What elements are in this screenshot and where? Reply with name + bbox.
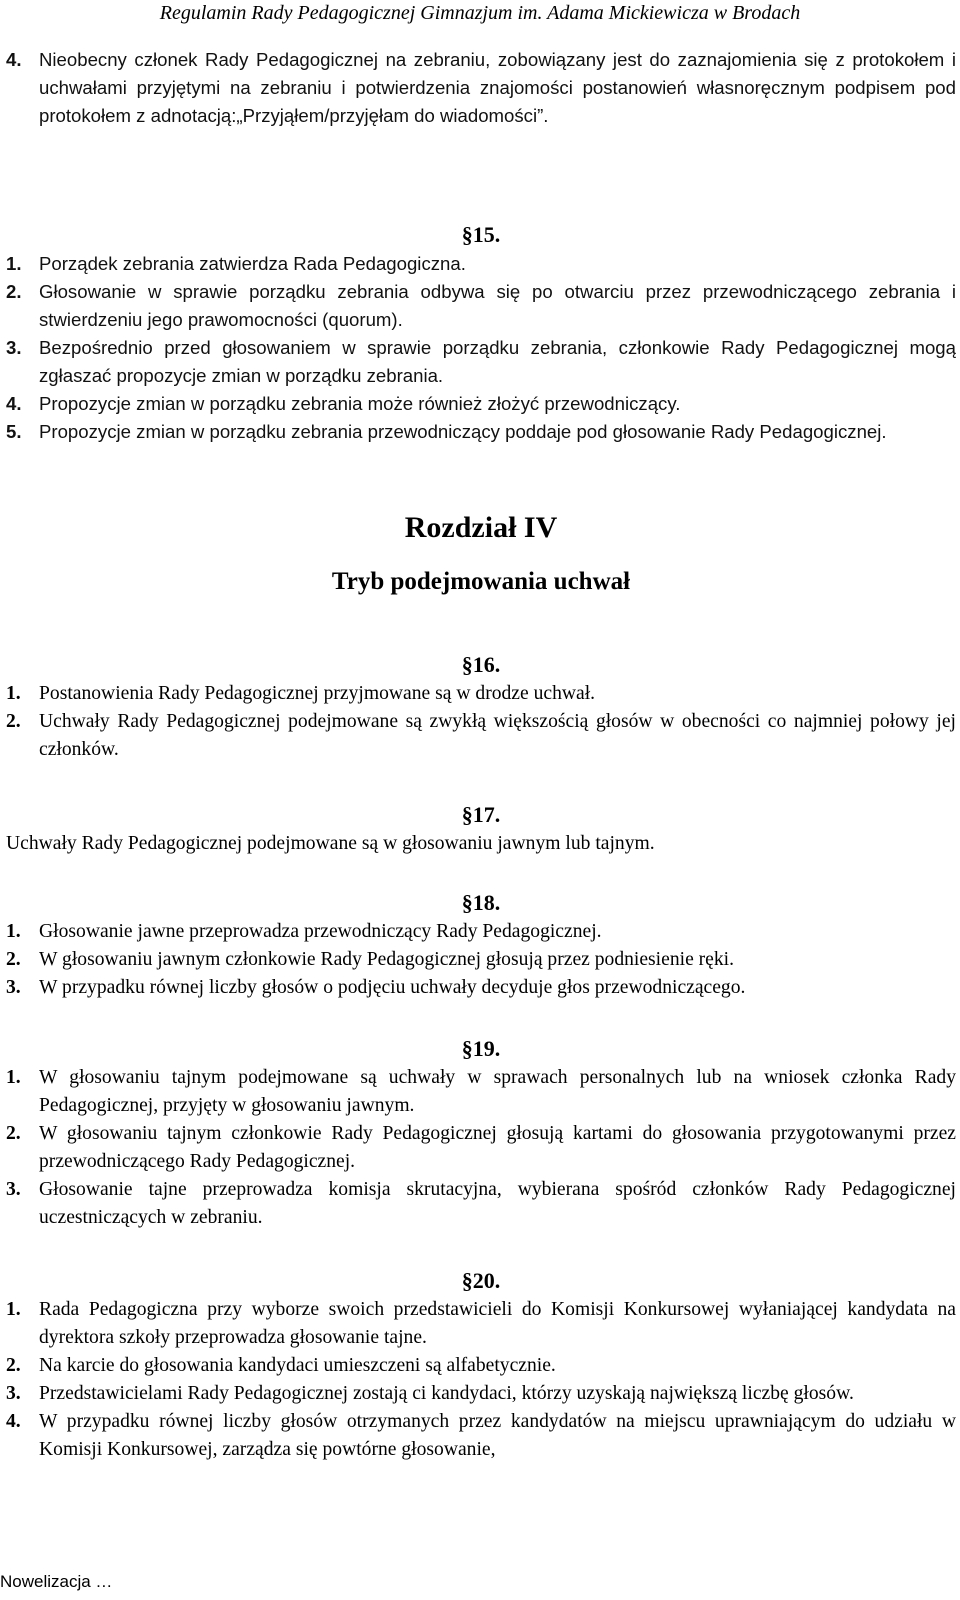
- section-15: [6, 220, 956, 446]
- item-text: Propozycje zmian w porządku zebrania przewodniczący poddaje pod głosowanie Rady Pedagogicznej.: [39, 421, 887, 442]
- section-text: Uchwały Rady Pedagogicznej podejmowane są w głosowaniu jawnym lub tajnym.: [6, 833, 655, 854]
- item-text: W głosowaniu tajnym podejmowane są uchwały w sprawach personalnych lub na wniosek członka Rady Pedagogicznej, przyjęty w głosowaniu jawnym.: [39, 1067, 956, 1116]
- item-text: Uchwały Rady Pedagogicznej podejmowane są zwykłą większością głosów w obecności co najmniej połowy jej członków.: [39, 711, 956, 760]
- list-item: [6, 250, 956, 278]
- section-18: [6, 888, 956, 1002]
- list-item: [6, 946, 956, 974]
- item-number: 2.: [6, 949, 21, 970]
- item-text: Postanowienia Rady Pedagogicznej przyjmowane są w drodze uchwał.: [39, 683, 596, 704]
- item-number: 5.: [6, 421, 22, 442]
- item-text: Rada Pedagogiczna przy wyborze swoich przedstawicieli do Komisji Konkursowej wyłaniającej kandydata na dyrektora szkoły przeprowadza głosowanie tajne.: [39, 1299, 956, 1348]
- section-19: [6, 1034, 956, 1232]
- chapter-subtitle: Tryb podejmowania uchwał: [331, 568, 631, 595]
- item-number: 1.: [6, 1067, 21, 1088]
- item-text: Przedstawicielami Rady Pedagogicznej zostają ci kandydaci, którzy uzyskają największą liczbę głosów.: [39, 1383, 854, 1404]
- chapter-title: Rozdział IV: [404, 511, 558, 544]
- item-number: 1.: [6, 921, 21, 942]
- section-title: §18.: [461, 890, 501, 915]
- list-item: [6, 974, 956, 1002]
- item-number: 2.: [6, 1355, 21, 1376]
- item-number: 2.: [6, 1123, 21, 1144]
- chapter-heading: [6, 510, 956, 598]
- intro-paragraph-block: [6, 46, 956, 130]
- item-number: 4.: [6, 49, 22, 70]
- list-item: [6, 1296, 956, 1352]
- item-text: W przypadku równej liczby głosów o podjęciu uchwały decyduje głos przewodniczącego.: [39, 977, 746, 998]
- section-title: §17.: [461, 802, 501, 827]
- item-text: Głosowanie jawne przeprowadza przewodniczący Rady Pedagogicznej.: [39, 921, 602, 942]
- section-17: [6, 800, 956, 858]
- list-item: [6, 708, 956, 764]
- list-item: [6, 918, 956, 946]
- item-number: 2.: [6, 281, 22, 302]
- section-20: [6, 1266, 956, 1464]
- item-number: 1.: [6, 253, 22, 274]
- list-item: [6, 1380, 956, 1408]
- item-number: 1.: [6, 1299, 21, 1320]
- item-text: Propozycje zmian w porządku zebrania może również złożyć przewodniczący.: [39, 393, 681, 414]
- item-number: 2.: [6, 711, 21, 732]
- section-title: §15.: [461, 222, 501, 247]
- item-text: Głosowanie w sprawie porządku zebrania odbywa się po otwarciu przez przewodniczącego zebrania i stwierdzeniu jego prawomocności (quorum).: [39, 281, 956, 330]
- list-item: [6, 418, 956, 446]
- section-16: [6, 650, 956, 764]
- item-text: W głosowaniu jawnym członkowie Rady Pedagogicznej głosują przez podniesienie ręki.: [39, 949, 735, 970]
- list-item: [6, 680, 956, 708]
- item-number: 3.: [6, 977, 21, 998]
- list-item: [6, 1120, 956, 1176]
- item-number: 3.: [6, 337, 22, 358]
- page-footer: Nowelizacja …: [0, 1572, 113, 1591]
- list-item: [6, 390, 956, 418]
- page-header: Regulamin Rady Pedagogicznej Gimnazjum im. Adama Mickiewicza w Brodach: [159, 2, 801, 24]
- list-item: [6, 1408, 956, 1464]
- item-number: 3.: [6, 1179, 21, 1200]
- section-title: §19.: [461, 1036, 501, 1061]
- item-text: Porządek zebrania zatwierdza Rada Pedagogiczna.: [39, 253, 466, 274]
- item-number: 4.: [6, 1411, 21, 1432]
- item-text: W głosowaniu tajnym członkowie Rady Pedagogicznej głosują kartami do głosowania przygotowanymi przez przewodniczącego Rady Pedagogicznej.: [39, 1123, 956, 1172]
- list-item: [6, 1064, 956, 1120]
- list-item: [6, 1352, 956, 1380]
- item-text: W przypadku równej liczby głosów otrzymanych przez kandydatów na miejscu uprawniającym do udziału w Komisji Konkursowej, zarządza się powtórne głosowanie,: [39, 1411, 956, 1460]
- list-item: [6, 334, 956, 390]
- item-text: Bezpośrednio przed głosowaniem w sprawie porządku zebrania, członkowie Rady Pedagogicznej mogą zgłaszać propozycje zmian w porządku zebrania.: [39, 337, 956, 386]
- item-text: Na karcie do głosowania kandydaci umieszczeni są alfabetycznie.: [39, 1355, 556, 1376]
- item-number: 4.: [6, 393, 22, 414]
- item-number: 1.: [6, 683, 21, 704]
- list-item: [6, 278, 956, 334]
- list-item: [6, 46, 956, 130]
- section-title: §20.: [461, 1268, 501, 1293]
- item-number: 3.: [6, 1383, 21, 1404]
- list-item: [6, 1176, 956, 1232]
- item-text: Głosowanie tajne przeprowadza komisja skrutacyjna, wybierana spośród członków Rady Pedagogicznej uczestniczących w zebraniu.: [39, 1179, 956, 1228]
- item-text: Nieobecny członek Rady Pedagogicznej na zebraniu, zobowiązany jest do zaznajomienia się z protokołem i uchwałami przyjętymi na zebraniu i potwierdzenia znajomości postanowień własnoręcznym podpisem pod protokołem z adnotacją:„Przyjąłem/przyjęłam do wiadomości”.: [39, 49, 956, 126]
- section-title: §16.: [461, 652, 501, 677]
